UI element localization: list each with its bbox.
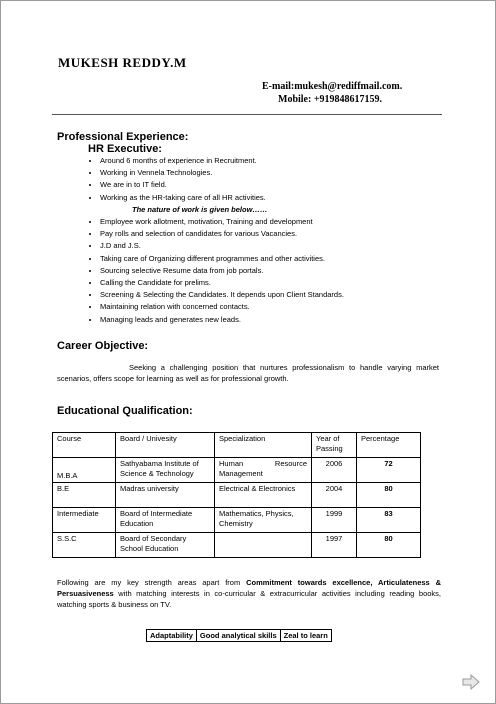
list-item: • Taking care of Organizing different programmes and other activities.	[100, 253, 440, 265]
experience-list	[88, 155, 440, 326]
table-cell: S.S.C	[53, 533, 116, 558]
table-row	[53, 508, 421, 533]
closing-paragraph	[57, 577, 441, 610]
candidate-name: MUKESH REDDY.M	[58, 55, 187, 70]
education-heading: Educational Qualification:	[57, 405, 193, 417]
skill-cell: Zeal to learn	[280, 630, 331, 642]
list-item: • Around 6 months of experience in Recruitment.	[100, 155, 440, 167]
table-cell: Madras university	[116, 483, 215, 508]
objective-text: Seeking a challenging position that nurtures professionalism to handle varying market scenarios, offers scope for learning as well as for professional growth.	[57, 363, 439, 383]
list-item: • Maintaining relation with concerned contacts.	[100, 301, 440, 313]
closing-lead: Following are my key strength areas apart from	[57, 578, 247, 587]
table-header-row	[53, 433, 421, 458]
next-page-arrow-icon[interactable]	[462, 674, 480, 690]
skills-table	[146, 629, 332, 642]
list-item: • Working as the HR-taking care of all HR activities.	[100, 192, 440, 204]
column-header: Year of Passing	[312, 433, 357, 458]
table-cell: Board of Secondary School Education	[116, 533, 215, 558]
table-cell: 72	[357, 458, 421, 483]
education-table	[52, 432, 421, 558]
table-cell: 83	[357, 508, 421, 533]
skill-cell: Good analytical skills	[196, 630, 280, 642]
list-item: • Screening & Selecting the Candidates. It depends upon Client Standards.	[100, 289, 440, 301]
table-cell: B.E	[53, 483, 116, 508]
skills-row	[147, 630, 332, 642]
list-item: • Working in Vennela Technologies.	[100, 167, 440, 179]
header-divider	[52, 114, 442, 115]
list-item: • Calling the Candidate for prelims.	[100, 277, 440, 289]
list-item: • Pay rolls and selection of candidates for various Vacancies.	[100, 228, 440, 240]
list-item: • J.D and J.S.	[100, 240, 440, 252]
skill-cell: Adaptability	[147, 630, 197, 642]
mobile-text: Mobile: +919848617159.	[278, 94, 383, 105]
contact-block	[262, 80, 402, 106]
table-cell: Mathematics, Physics, Chemistry	[215, 508, 312, 533]
column-header: Course	[53, 433, 116, 458]
table-cell: 80	[357, 483, 421, 508]
list-item: • Employee work allotment, motivation, Training and development	[100, 216, 440, 228]
table-cell: 80	[357, 533, 421, 558]
table-cell: Sathyabama Institute of Science & Technology	[116, 458, 215, 483]
closing-rest: with matching interests in co-curricular & extracurricular activities including reading books, watching sports & business on TV.	[57, 589, 441, 609]
table-cell: M.B.A	[53, 458, 116, 483]
table-cell: 1999	[312, 508, 357, 533]
list-item: • Sourcing selective Resume data from job portals.	[100, 265, 440, 277]
column-header: Board / Univesity	[116, 433, 215, 458]
table-cell	[215, 533, 312, 558]
table-cell: 1997	[312, 533, 357, 558]
table-cell: Human Resource Management	[215, 458, 312, 483]
work-nature-note: The nature of work is given below……	[132, 204, 268, 214]
table-row	[53, 483, 421, 508]
table-cell: 2004	[312, 483, 357, 508]
column-header: Percentage	[357, 433, 421, 458]
table-cell: 2006	[312, 458, 357, 483]
table-row	[53, 458, 421, 483]
column-header: Specialization	[215, 433, 312, 458]
experience-heading: Professional Experience:	[57, 131, 189, 143]
table-cell: Board of Intermediate Education	[116, 508, 215, 533]
closing-strengths: Commitment towards excellence, Articulateness & Persuasiveness	[57, 578, 441, 598]
table-row	[53, 533, 421, 558]
table-cell: Electrical & Electronics	[215, 483, 312, 508]
list-item: • Managing leads and generates new leads.	[100, 314, 440, 326]
role-heading: HR Executive:	[88, 143, 162, 155]
table-cell: Intermediate	[53, 508, 116, 533]
email-text: E-mail:mukesh@rediffmail.com.	[262, 81, 403, 92]
objective-heading: Career Objective:	[57, 340, 149, 352]
list-item: • We are in to IT field.	[100, 179, 440, 191]
